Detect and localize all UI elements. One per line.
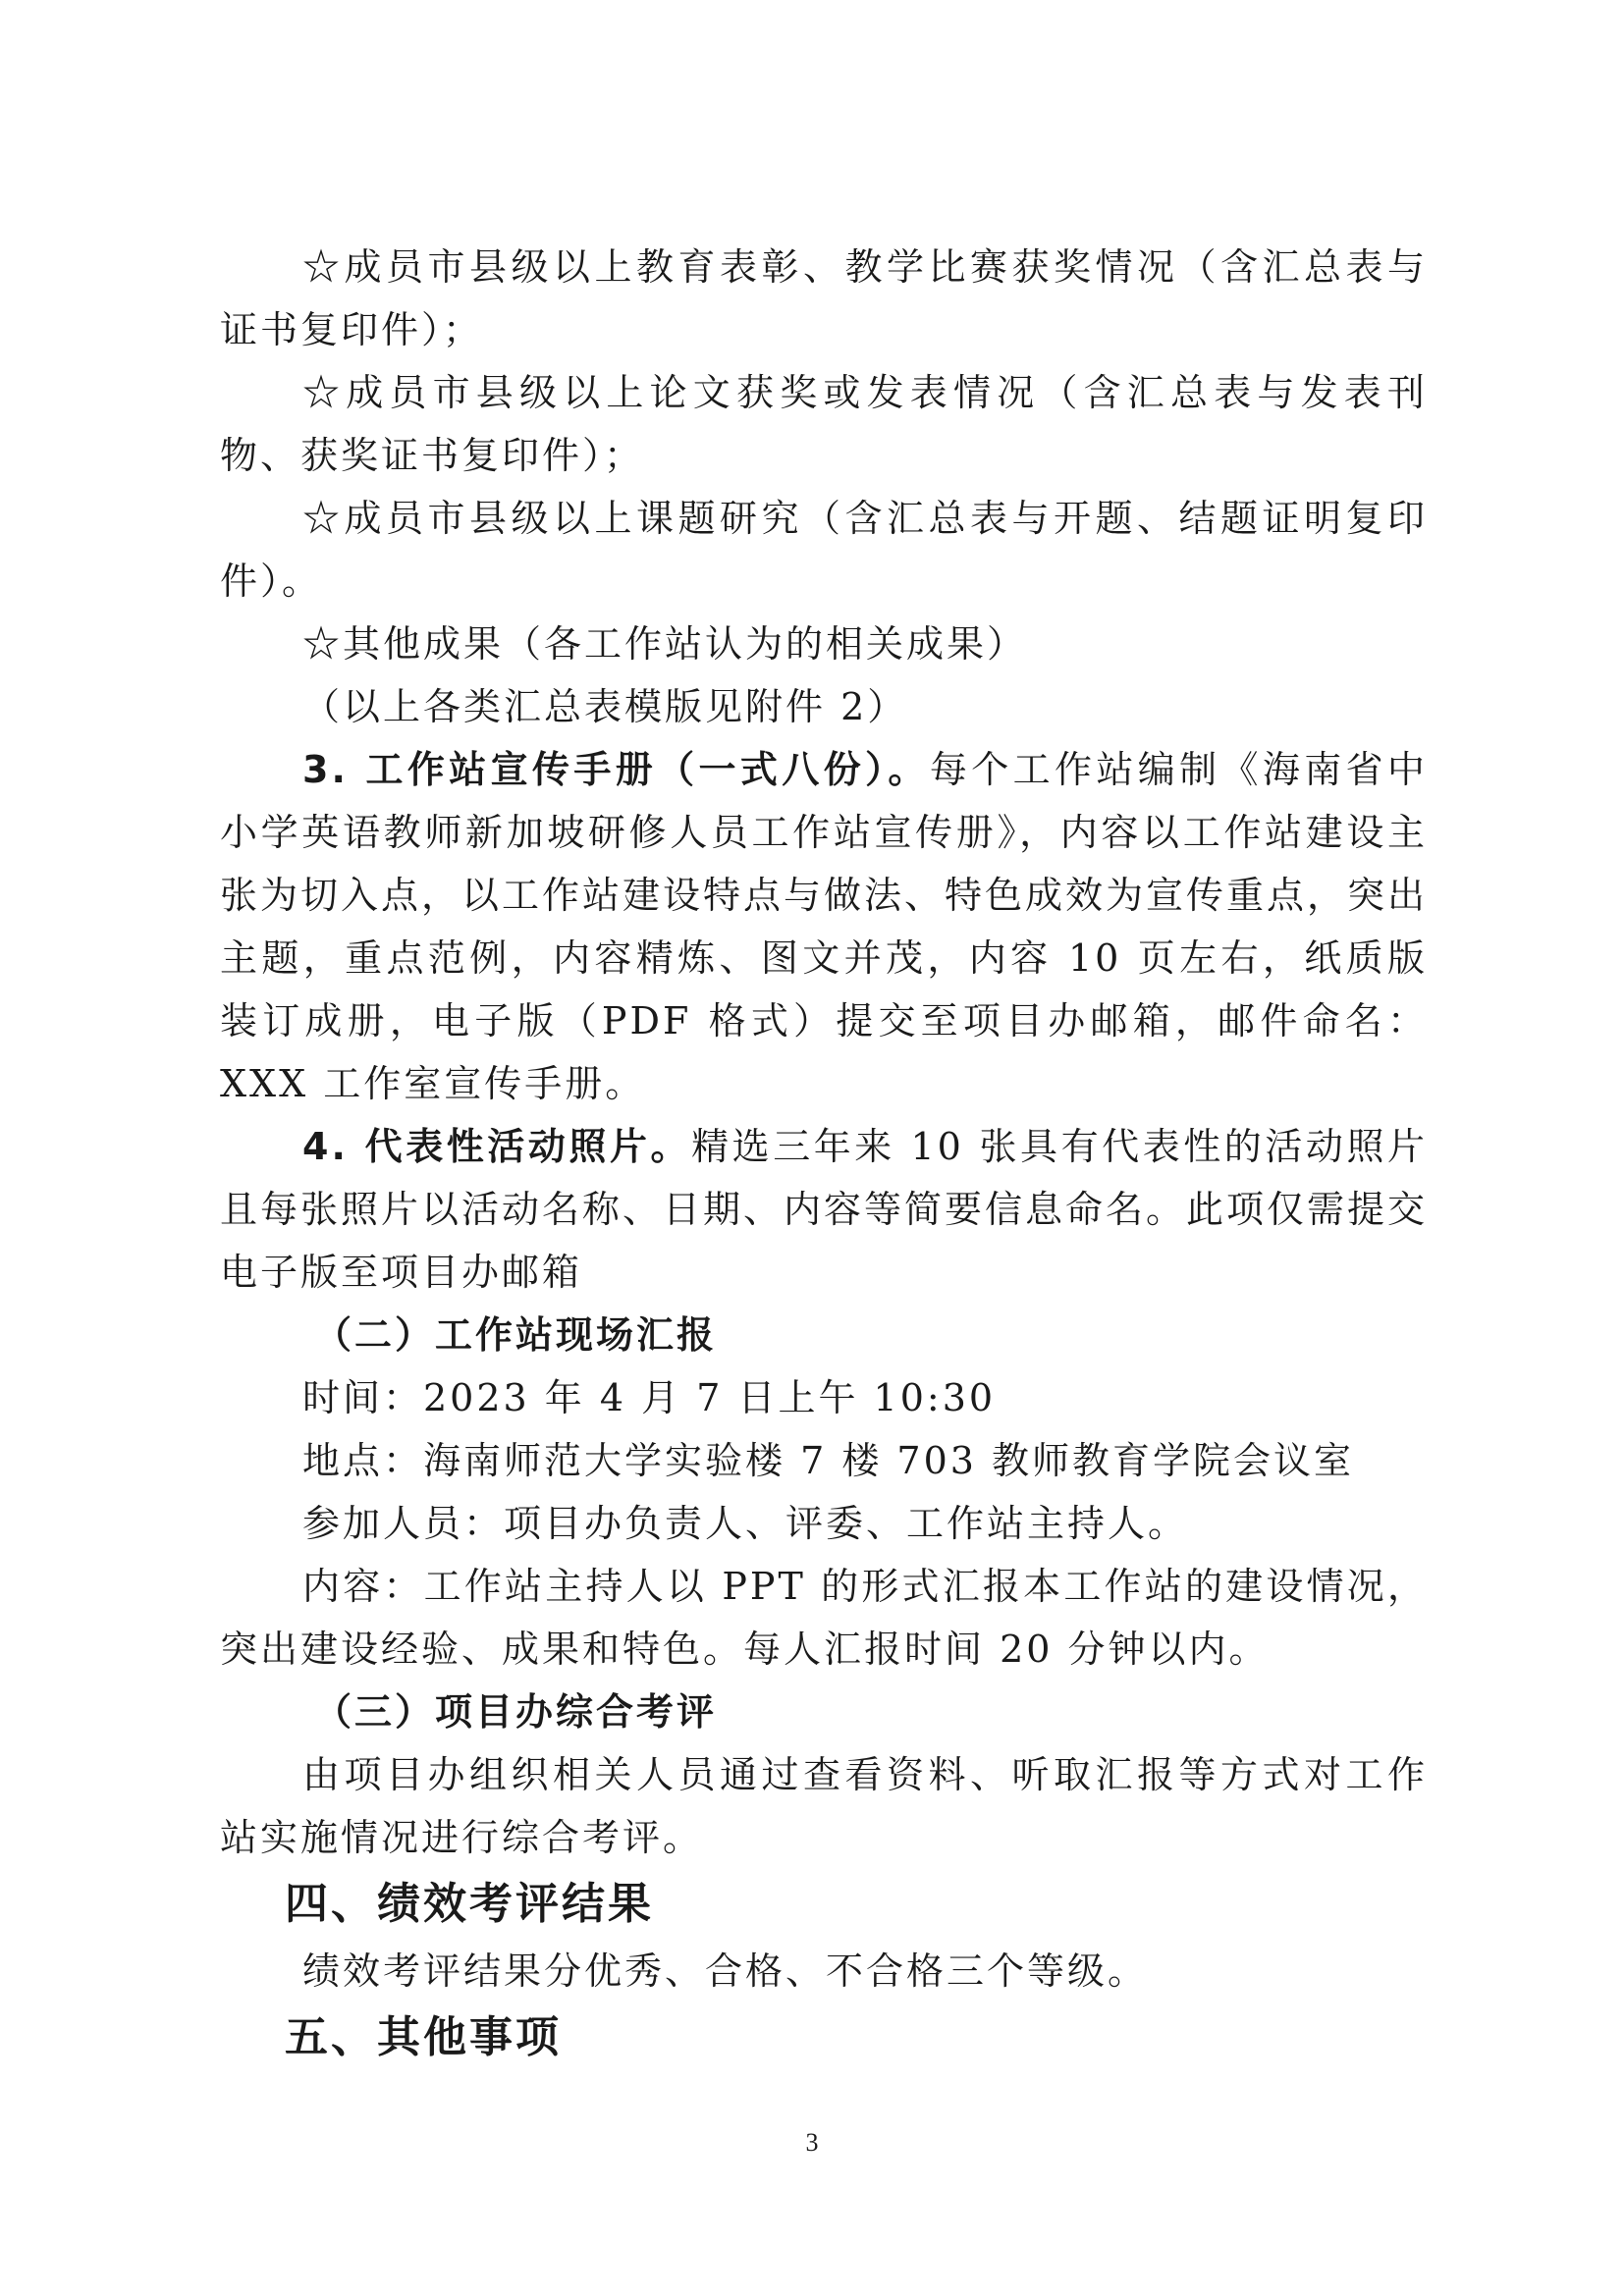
part-4-heading: 四、绩效考评结果 <box>285 1879 654 1929</box>
part-5-heading: 五、其他事项 <box>285 2012 562 2062</box>
list-item-research: ☆成员市县级以上课题研究（含汇总表与开题、结题证明复印件）。 <box>220 497 1428 603</box>
report-time: 时间：2023 年 4 月 7 日上午 10:30 <box>302 1376 997 1419</box>
list-item-teaching-awards: ☆成员市县级以上教育表彰、教学比赛获奖情况（含汇总表与证书复印件）； <box>220 245 1428 351</box>
item-4-paragraph <box>220 1115 1428 1304</box>
list-item-other-results: ☆其他成果（各工作站认为的相关成果） <box>302 622 1028 666</box>
section-3-text: 由项目办组织相关人员通过查看资料、听取汇报等方式对工作站实施情况进行综合考评。 <box>220 1753 1428 1859</box>
page-number: 3 <box>805 2128 819 2157</box>
item-3-text: 每个工作站编制《海南省中小学英语教师新加坡研修人员工作站宣传册》，内容以工作站建设主张为切入点，以工作站建设特点与做法、特色成效为宣传重点，突出主题，重点范例，内容精炼、图文并茂，内容 10 页左右，纸质版装订成册，电子版（PDF 格式）提交至项目办邮箱，邮件命名：XXX 工作室宣传手册。 <box>220 748 1429 1105</box>
report-participants: 参加人员：项目办负责人、评委、工作站主持人。 <box>302 1502 1189 1545</box>
item-3-lead: 3. 工作站宣传手册（一式八份）。 <box>302 748 930 791</box>
section-2-heading: （二）工作站现场汇报 <box>314 1313 718 1357</box>
section-3-heading: （三）项目办综合考评 <box>314 1690 718 1734</box>
list-item-paper-awards: ☆成员市县级以上论文获奖或发表情况（含汇总表与发表刊物、获奖证书复印件）； <box>220 371 1428 477</box>
document-body <box>220 236 1428 2073</box>
item-4-text: 精选三年来 10 张具有代表性的活动照片且每张照片以活动名称、日期、内容等简要信息命名。此项仅需提交电子版至项目办邮箱 <box>220 1125 1429 1294</box>
template-note: （以上各类汇总表模版见附件 2） <box>302 685 908 728</box>
part-4-text: 绩效考评结果分优秀、合格、不合格三个等级。 <box>302 1949 1149 1993</box>
item-4-lead: 4. 代表性活动照片。 <box>302 1125 692 1168</box>
item-3-paragraph <box>220 738 1428 1115</box>
report-content: 内容：工作站主持人以 PPT 的形式汇报本工作站的建设情况，突出建设经验、成果和特色。每人汇报时间 20 分钟以内。 <box>220 1565 1428 1671</box>
report-place: 地点：海南师范大学实验楼 7 楼 703 教师教育学院会议室 <box>302 1439 1355 1482</box>
